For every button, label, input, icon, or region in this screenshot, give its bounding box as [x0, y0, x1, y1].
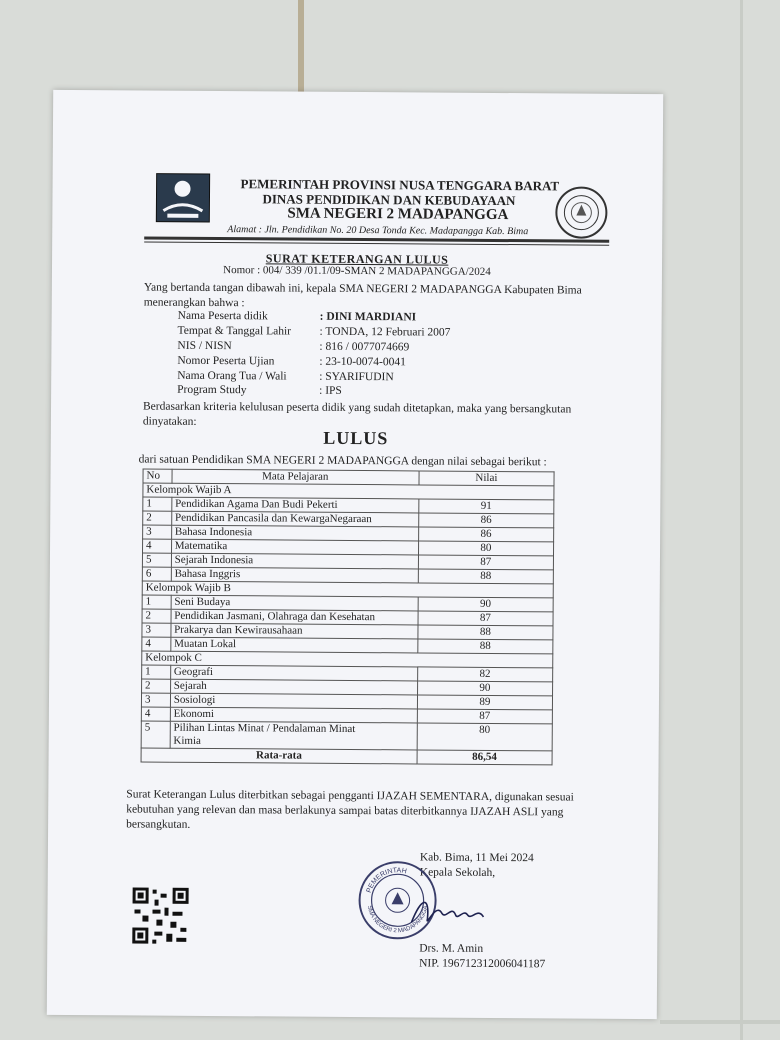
row-subject: Bahasa Indonesia: [171, 525, 418, 541]
field-label-nis: NIS / NISN: [177, 339, 232, 353]
intro-text: Yang bertanda tangan dibawah ini, kepala SMA NEGERI 2 MADAPANGGA Kabupaten Bima menerangkan bahwa :: [143, 281, 582, 310]
row-subject: Matematika: [171, 539, 418, 555]
field-label-name: Nama Peserta didik: [177, 309, 268, 323]
header-no: No: [143, 469, 172, 483]
field-value-parent: : SYARIFUDIN: [319, 370, 394, 384]
row-score: 80: [417, 723, 552, 751]
row-score: 88: [418, 639, 553, 654]
group-label-c: Kelompok C: [142, 651, 553, 668]
row-score: 86: [418, 527, 553, 542]
field-value-nis: : 816 / 0077074669: [319, 340, 410, 354]
row-score: 87: [417, 709, 552, 724]
header-line2: DINAS PENDIDIKAN DAN KEBUDAYAAN: [262, 191, 516, 209]
row-score: 91: [419, 499, 554, 514]
field-label-birth: Tempat & Tanggal Lahir: [177, 324, 292, 338]
row-score: 90: [417, 681, 552, 696]
row-subject: Bahasa Inggris: [171, 567, 418, 583]
field-label-parent: Nama Orang Tua / Wali: [177, 369, 287, 383]
wall-grout-vertical: [298, 0, 304, 95]
row-score: 88: [418, 569, 553, 584]
average-value: 86,54: [417, 750, 552, 765]
row-no: 3: [143, 525, 172, 539]
row-subject: Pendidikan Jasmani, Olahraga dan Kesehatan: [171, 609, 418, 625]
from-text: dari satuan Pendidikan SMA NEGERI 2 MADAPANGGA dengan nilai sebagai berikut :: [138, 453, 547, 469]
row-score: 89: [417, 695, 552, 710]
row-no: 4: [142, 637, 171, 651]
row-no: 5: [142, 553, 171, 567]
result-status: LULUS: [323, 427, 389, 449]
row-no: 1: [142, 595, 171, 609]
row-score: 88: [418, 625, 553, 640]
group-label-b: Kelompok Wajib B: [142, 581, 553, 598]
row-subject: Seni Budaya: [171, 595, 418, 611]
average-label: Rata-rata: [141, 748, 417, 764]
row-score: 90: [418, 597, 553, 612]
row-subject-line1: Pilihan Lintas Minat / Pendalaman Minat: [173, 721, 356, 736]
row-subject: Sejarah: [170, 679, 417, 695]
row-no: 2: [143, 511, 172, 525]
row-subject: Geografi: [170, 665, 417, 681]
qr-code-icon: [130, 885, 190, 945]
sign-name: Drs. M. Amin: [419, 942, 484, 955]
row-subject: Pendidikan Pancasila dan KewargaNegaraan: [171, 511, 418, 527]
sign-place-date: Kab. Bima, 11 Mei 2024: [419, 851, 534, 865]
field-label-exam-number: Nomor Peserta Ujian: [177, 354, 275, 368]
header-school-name: SMA NEGERI 2 MADAPANGGA: [287, 205, 509, 224]
field-value-exam-number: : 23-10-0074-0041: [319, 355, 406, 369]
field-value-name: : DINI MARDIANI: [319, 310, 417, 324]
row-subject: Muatan Lokal: [171, 637, 418, 653]
row-no: 2: [142, 679, 171, 693]
row-no: 3: [141, 693, 170, 707]
criteria-text: Berdasarkan kriteria kelulusan peserta didik yang sudah ditetapkan, maka yang bersangkutan dinyatakan:: [142, 400, 572, 428]
row-subject: Prakarya dan Kewirausahaan: [171, 623, 418, 639]
row-no: 6: [142, 567, 171, 581]
school-logo-icon: [554, 185, 608, 239]
row-no: 4: [143, 539, 172, 553]
header-address: Alamat : Jln. Pendidikan No. 20 Desa Tonda Kec. Madapangga Kab. Bima: [227, 224, 529, 238]
row-score: 82: [417, 667, 552, 682]
grades-table: [141, 469, 555, 766]
row-subject: Ekonomi: [170, 707, 417, 723]
certificate-paper: [47, 90, 663, 1019]
row-no: 4: [141, 707, 170, 721]
field-value-birth: : TONDA, 12 Februari 2007: [319, 325, 451, 339]
field-label-program: Program Study: [177, 383, 247, 397]
signature-icon: [407, 892, 487, 933]
document-number: Nomor : 004/ 339 /01.1/09-SMAN 2 MADAPANGGA/2024: [223, 264, 491, 278]
row-no: 2: [142, 609, 171, 623]
row-score: 87: [418, 555, 553, 570]
row-score: 87: [418, 611, 553, 626]
province-logo-icon: [155, 173, 210, 223]
sign-nip: NIP. 196712312006041187: [419, 957, 546, 971]
group-label-a: Kelompok Wajib A: [143, 483, 554, 500]
row-no: 5: [141, 721, 170, 748]
header-line1: PEMERINTAH PROVINSI NUSA TENGGARA BARAT: [240, 176, 560, 194]
table-average-row: [141, 748, 552, 765]
stamp-text-bottom: SMA NEGERI 2 MADAPANGGA: [365, 905, 430, 935]
table-row: [141, 721, 552, 751]
wall-grout-right: [740, 0, 743, 1040]
row-no: 1: [143, 497, 172, 511]
sign-position: Kepala Sekolah,: [419, 866, 496, 879]
row-no: 1: [142, 665, 171, 679]
row-subject: Sosiologi: [170, 693, 417, 709]
row-score: 86: [418, 513, 553, 528]
row-no: 3: [142, 623, 171, 637]
row-subject-line2: Kimia: [173, 734, 201, 747]
row-score: 80: [418, 541, 553, 556]
closing-text: Surat Keterangan Lulus diterbitkan sebagai pengganti IJAZAH SEMENTARA, digunakan sesuai kebutuhan yang relevan dan masa berlakunya sampai batas diterbitkannya IJAZAH ASLI yang bersangkutan.: [126, 788, 574, 831]
document-title: SURAT KETERANGAN LULUS: [265, 251, 449, 267]
field-value-program: : IPS: [319, 384, 342, 397]
header-score: Nilai: [419, 471, 554, 486]
header-subject: Mata Pelajaran: [172, 469, 419, 485]
stamp-text-top: PEMERINTAH: [365, 867, 408, 894]
wall-grout-bottom: [660, 1020, 780, 1024]
row-subject: [170, 721, 417, 750]
row-subject: Pendidikan Agama Dan Budi Pekerti: [172, 497, 419, 513]
row-subject: Sejarah Indonesia: [171, 553, 418, 569]
